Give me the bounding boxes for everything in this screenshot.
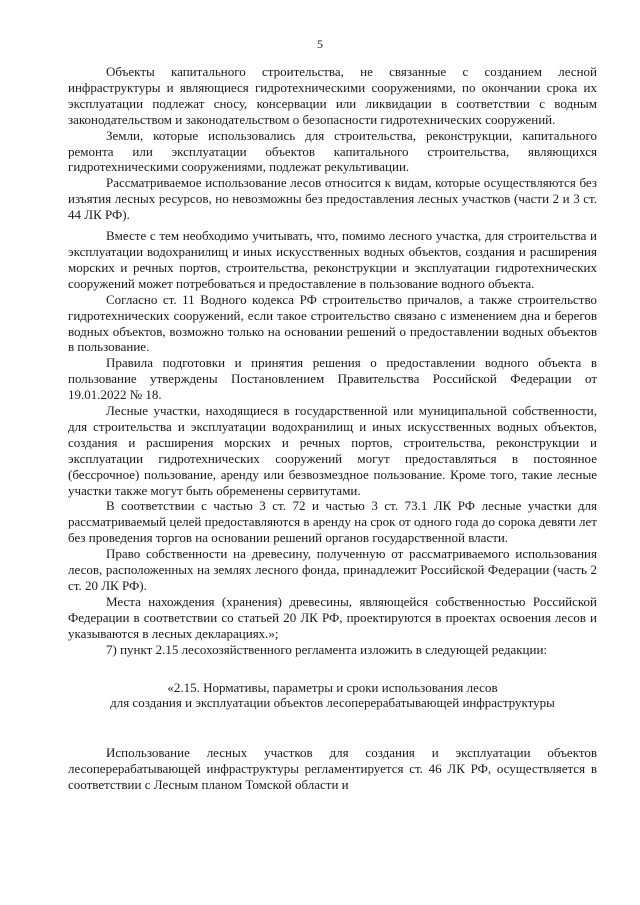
- paragraph-11-amendment-intro: 7) пункт 2.15 лесохозяйственного регламента изложить в следующей редакции:: [106, 641, 548, 657]
- paragraph-7: Лесные участки, находящиеся в государственной или муниципальной собственности, для строительства и эксплуатации водохранилищ и иных искусственных водных объектов, создания и расширения морских и речных портов, строительства, реконструкции и эксплуатации гидротехнических сооружений могут предоставляться в постоянное (бессрочное) пользование, аренду или безвозмездное пользование. Кроме того, такие лесные участки также могут быть обременены сервитутами.: [68, 403, 597, 498]
- paragraph-9: Право собственности на древесину, полученную от рассматриваемого использования лесов, расположенных на землях лесного фонда, принадлежит Российской Федерации (часть 2 ст. 20 ЛК РФ).: [68, 546, 597, 593]
- paragraph-4: Вместе с тем необходимо учитывать, что, помимо лесного участка, для строительства и эксплуатации водохранилищ и иных искусственных водных объектов, создания и расширения морских и речных портов, строительства, реконструкции и эксплуатации гидротехнических сооружений может потребоваться и предоставление в пользование водного объекта.: [68, 228, 597, 291]
- section-heading-line-1: «2.15. Нормативы, параметры и сроки использования лесов: [167, 679, 498, 695]
- paragraph-6: Правила подготовки и принятия решения о предоставлении водного объекта в пользование утверждены Постановлением Правительства Российской Федерации от 19.01.2022 № 18.: [68, 355, 597, 403]
- heading-spacer: [68, 711, 597, 745]
- paragraph-5: Согласно ст. 11 Водного кодекса РФ строительство причалов, а также строительство гидротехнических сооружений, если такое строительство связано с изменением дна и берегов водных объектов, возможно только на основании решений о предоставлении водных объектов в пользование.: [68, 291, 597, 355]
- paragraph-8: В соответствии с частью 3 ст. 72 и частью 3 ст. 73.1 ЛК РФ лесные участки для рассматриваемый целей предоставляются в аренду на срок от одного года до сорока девяти лет без проведения торгов на основании решений органов государственной власти.: [68, 498, 597, 546]
- paragraph-10: Места нахождения (хранения) древесины, являющейся собственностью Российской Федерации в соответствии со статьей 20 ЛК РФ, проектируются в проектах освоения лесов и указываются в лесных декларациях.»;: [68, 593, 597, 641]
- paragraph-1: Объекты капитального строительства, не связанные с созданием лесной инфраструктуры и являющиеся гидротехническими сооружениями, по окончании срока их эксплуатации подлежат сносу, консервации или ликвидации в соответствии с водным законодательством и законодательством о безопасности гидротехнических сооружений.: [68, 64, 597, 127]
- page-number: 5: [317, 37, 323, 51]
- paragraph-2: Земли, которые использовались для строительства, реконструкции, капитального ремонта или эксплуатации объектов капитального строительства, являющихся гидротехническими сооружениями, подлежат рекультивации.: [68, 127, 597, 175]
- section-heading-line-2: для создания и эксплуатации объектов лесоперерабатывающей инфраструктуры: [110, 695, 555, 711]
- section-spacer: [68, 658, 597, 680]
- final-paragraph: Использование лесных участков для создания и эксплуатации объектов лесоперерабатывающей инфраструктуры регламентируется ст. 46 ЛК РФ, осуществляется в соответствии с Лесным планом Томской области и: [68, 745, 597, 793]
- document-body: [68, 64, 597, 793]
- paragraph-3: Рассматриваемое использование лесов относится к видам, которые осуществляются без изъятия лесных ресурсов, но невозможны без предоставления лесных участков (части 2 и 3 ст. 44 ЛК РФ).: [68, 175, 597, 223]
